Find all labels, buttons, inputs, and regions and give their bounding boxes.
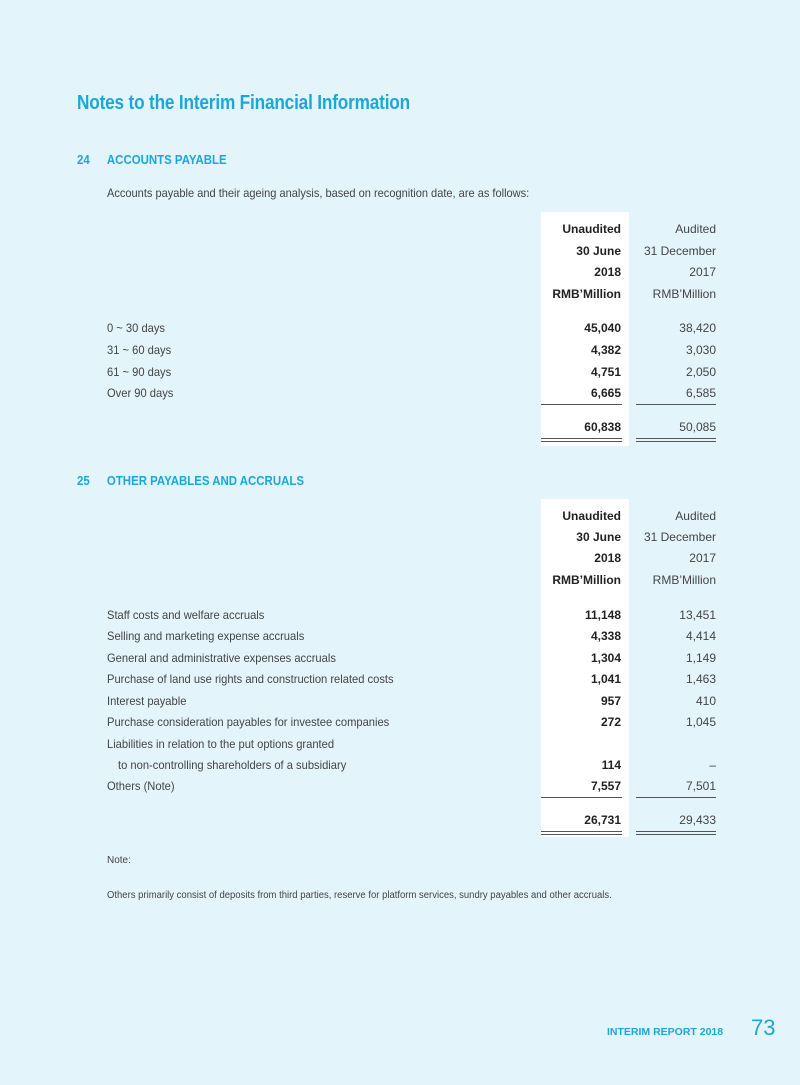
table-row — [0, 754, 800, 776]
row-value-2017: 410 — [695, 694, 716, 708]
row-value-2017: – — [709, 758, 716, 772]
row-value-2018: 4,338 — [590, 629, 621, 643]
row-value-2017: 1,463 — [685, 672, 716, 686]
total-value-2018: 26,731 — [584, 813, 621, 827]
header-col2: 31 December — [643, 244, 716, 258]
total-row — [0, 809, 800, 831]
row-value-2018: 957 — [600, 694, 621, 708]
section-24-header-row-1 — [0, 218, 800, 240]
total-value-2017: 29,433 — [679, 813, 716, 827]
table-row — [0, 733, 800, 755]
subtotal-rule — [541, 797, 622, 798]
row-value-2017: 13,451 — [679, 608, 716, 622]
total-double-rule — [541, 834, 622, 835]
header-col1: Unaudited — [562, 222, 621, 236]
total-double-rule — [541, 438, 622, 439]
subtotal-rule — [636, 797, 716, 798]
row-label: Purchase consideration payables for investee companies — [107, 715, 390, 729]
row-value-2017: 4,414 — [685, 629, 716, 643]
row-value-2018: 7,557 — [590, 779, 621, 793]
row-value-2018: 45,040 — [584, 321, 621, 335]
row-value-2017: 38,420 — [679, 321, 716, 335]
footer-page-number: 73 — [751, 1015, 776, 1040]
table-row — [0, 625, 800, 647]
header-col2: 2017 — [689, 551, 716, 565]
row-label: 31 ~ 60 days — [107, 343, 172, 357]
row-value-2017: 1,045 — [685, 715, 716, 729]
table-row — [0, 775, 800, 797]
section-24-header-row-3 — [0, 261, 800, 283]
row-value-2017: 2,050 — [685, 365, 716, 379]
row-label: Interest payable — [107, 694, 187, 708]
note-label: Note: — [107, 855, 131, 866]
section-25-number: 25 — [77, 473, 90, 488]
total-value-2017: 50,085 — [679, 420, 716, 434]
row-value-2018: 4,751 — [590, 365, 621, 379]
row-value-2017: 3,030 — [685, 343, 716, 357]
total-double-rule — [636, 834, 716, 835]
total-double-rule — [636, 441, 716, 442]
row-label: Over 90 days — [107, 386, 174, 400]
section-25-header-row-4 — [0, 569, 800, 591]
header-col1: Unaudited — [562, 509, 621, 523]
row-label: Liabilities in relation to the put options granted — [107, 737, 335, 751]
row-label: 61 ~ 90 days — [107, 365, 172, 379]
section-25-header-row-2 — [0, 526, 800, 548]
total-double-rule — [541, 441, 622, 442]
total-double-rule — [541, 831, 622, 832]
table-row — [0, 339, 800, 361]
row-label: Selling and marketing expense accruals — [107, 629, 305, 643]
table-row — [0, 668, 800, 690]
row-value-2018: 11,148 — [584, 608, 621, 622]
total-row — [0, 416, 800, 438]
row-label: 0 ~ 30 days — [107, 321, 166, 335]
header-col2: RMB’Million — [652, 287, 716, 301]
header-col1: RMB’Million — [552, 573, 621, 587]
row-label: Purchase of land use rights and construction related costs — [107, 672, 394, 686]
note-text: Others primarily consist of deposits from third parties, reserve for platform services, sundry payables and other accruals. — [107, 890, 612, 901]
header-col1: 2018 — [594, 265, 621, 279]
table-row — [0, 382, 800, 404]
header-col1: RMB’Million — [552, 287, 621, 301]
header-col1: 30 June — [576, 530, 621, 544]
row-label: Staff costs and welfare accruals — [107, 608, 265, 622]
section-25-header-row-3 — [0, 547, 800, 569]
section-24-header-row-2 — [0, 240, 800, 262]
header-col2: Audited — [675, 222, 716, 236]
table-row — [0, 647, 800, 669]
table-row — [0, 690, 800, 712]
table-row — [0, 317, 800, 339]
section-24-title: ACCOUNTS PAYABLE — [106, 152, 227, 167]
row-value-2017: 7,501 — [685, 779, 716, 793]
header-col2: Audited — [675, 509, 716, 523]
subtotal-rule — [541, 404, 622, 405]
header-col2: 31 December — [643, 530, 716, 544]
section-24-number: 24 — [77, 152, 90, 167]
row-value-2018: 4,382 — [590, 343, 621, 357]
total-double-rule — [636, 438, 716, 439]
row-value-2018: 6,665 — [590, 386, 621, 400]
total-value-2018: 60,838 — [584, 420, 621, 434]
row-value-2017: 1,149 — [685, 651, 716, 665]
section-25-heading — [77, 473, 304, 488]
header-col1: 30 June — [576, 244, 621, 258]
footer-report-label: INTERIM REPORT 2018 — [607, 1026, 724, 1038]
row-label: Others (Note) — [107, 779, 175, 793]
table-row — [0, 361, 800, 383]
subtotal-rule — [636, 404, 716, 405]
section-24-intro: Accounts payable and their ageing analysis, based on recognition date, are as follows: — [107, 186, 530, 200]
row-value-2018: 114 — [601, 758, 621, 772]
row-label: General and administrative expenses accruals — [107, 651, 336, 665]
table-row — [0, 604, 800, 626]
section-25-header-row-1 — [0, 505, 800, 527]
row-value-2017: 6,585 — [685, 386, 716, 400]
header-col1: 2018 — [594, 551, 621, 565]
row-value-2018: 1,041 — [590, 672, 621, 686]
section-24-header-row-4 — [0, 283, 800, 305]
header-col2: 2017 — [689, 265, 716, 279]
section-25-title: OTHER PAYABLES AND ACCRUALS — [106, 473, 304, 488]
row-value-2018: 1,304 — [590, 651, 621, 665]
total-double-rule — [636, 831, 716, 832]
row-value-2018: 272 — [600, 715, 621, 729]
header-col2: RMB’Million — [652, 573, 716, 587]
row-label: to non-controlling shareholders of a subsidiary — [118, 758, 347, 772]
section-24-heading — [77, 152, 227, 167]
page-title: Notes to the Interim Financial Information — [77, 92, 410, 114]
table-row — [0, 711, 800, 733]
